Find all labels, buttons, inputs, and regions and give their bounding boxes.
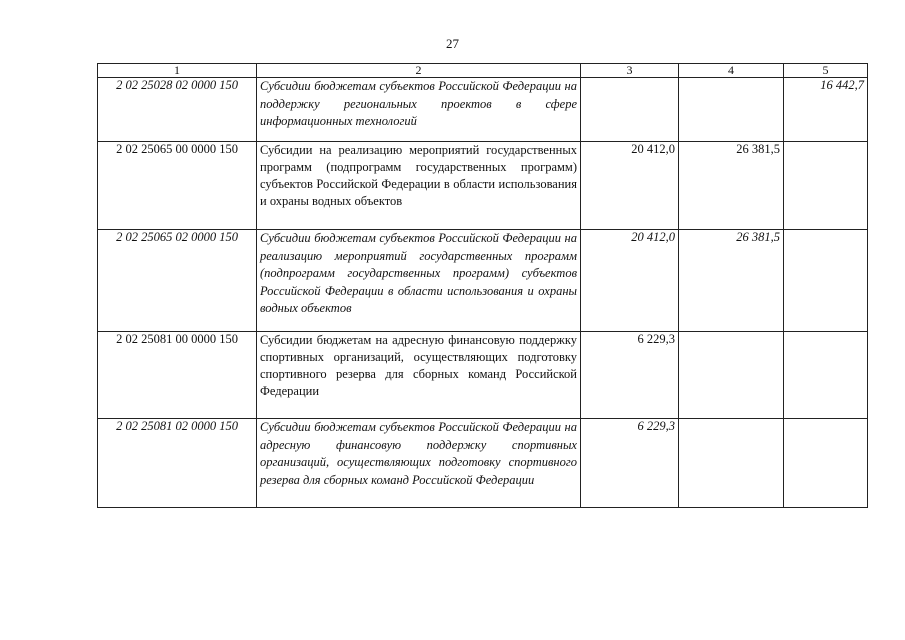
row-value-col3: 20 412,0 [581, 230, 679, 332]
row-value-col3 [581, 78, 679, 142]
column-header-5: 5 [784, 64, 868, 78]
row-code: 2 02 25065 02 0000 150 [98, 230, 257, 332]
row-value-col3: 6 229,3 [581, 332, 679, 419]
column-header-4: 4 [679, 64, 784, 78]
row-value-col5 [784, 419, 868, 508]
row-description: Субсидии бюджетам субъектов Российской Федерации на адресную финансовую поддержку спортивных организаций, осуществляющих подготовку спортивного резерва для сборных команд Российской Федерации [257, 419, 581, 508]
row-code: 2 02 25081 00 0000 150 [98, 332, 257, 419]
row-value-col4 [679, 78, 784, 142]
column-header-3: 3 [581, 64, 679, 78]
row-value-col3: 6 229,3 [581, 419, 679, 508]
row-value-col4 [679, 332, 784, 419]
table-row [98, 332, 868, 419]
table-row [98, 142, 868, 230]
table-row [98, 419, 868, 508]
row-value-col5 [784, 230, 868, 332]
page-number: 27 [446, 36, 459, 51]
table-row [98, 230, 868, 332]
table-header-row [98, 64, 868, 78]
row-value-col4: 26 381,5 [679, 230, 784, 332]
row-description: Субсидии бюджетам субъектов Российской Федерации на реализацию мероприятий государственных программ (подпрограмм государственных программ) субъектов Российской Федерации в области использования и охраны водных объектов [257, 230, 581, 332]
column-header-2: 2 [257, 64, 581, 78]
row-code: 2 02 25081 02 0000 150 [98, 419, 257, 508]
row-description: Субсидии бюджетам субъектов Российской Федерации на поддержку региональных проектов в сфере информационных технологий [257, 78, 581, 142]
row-value-col4: 26 381,5 [679, 142, 784, 230]
row-value-col5: 16 442,7 [784, 78, 868, 142]
row-value-col5 [784, 142, 868, 230]
row-value-col4 [679, 419, 784, 508]
row-value-col5 [784, 332, 868, 419]
column-header-1: 1 [98, 64, 257, 78]
budget-table [97, 63, 868, 508]
row-code: 2 02 25028 02 0000 150 [98, 78, 257, 142]
row-value-col3: 20 412,0 [581, 142, 679, 230]
row-description: Субсидии бюджетам на адресную финансовую поддержку спортивных организаций, осуществляющих подготовку спортивного резерва для сборных команд Российской Федерации [257, 332, 581, 419]
row-description: Субсидии на реализацию мероприятий государственных программ (подпрограмм государственных программ) субъектов Российской Федерации в области использования и охраны водных объектов [257, 142, 581, 230]
row-code: 2 02 25065 00 0000 150 [98, 142, 257, 230]
table-row [98, 78, 868, 142]
